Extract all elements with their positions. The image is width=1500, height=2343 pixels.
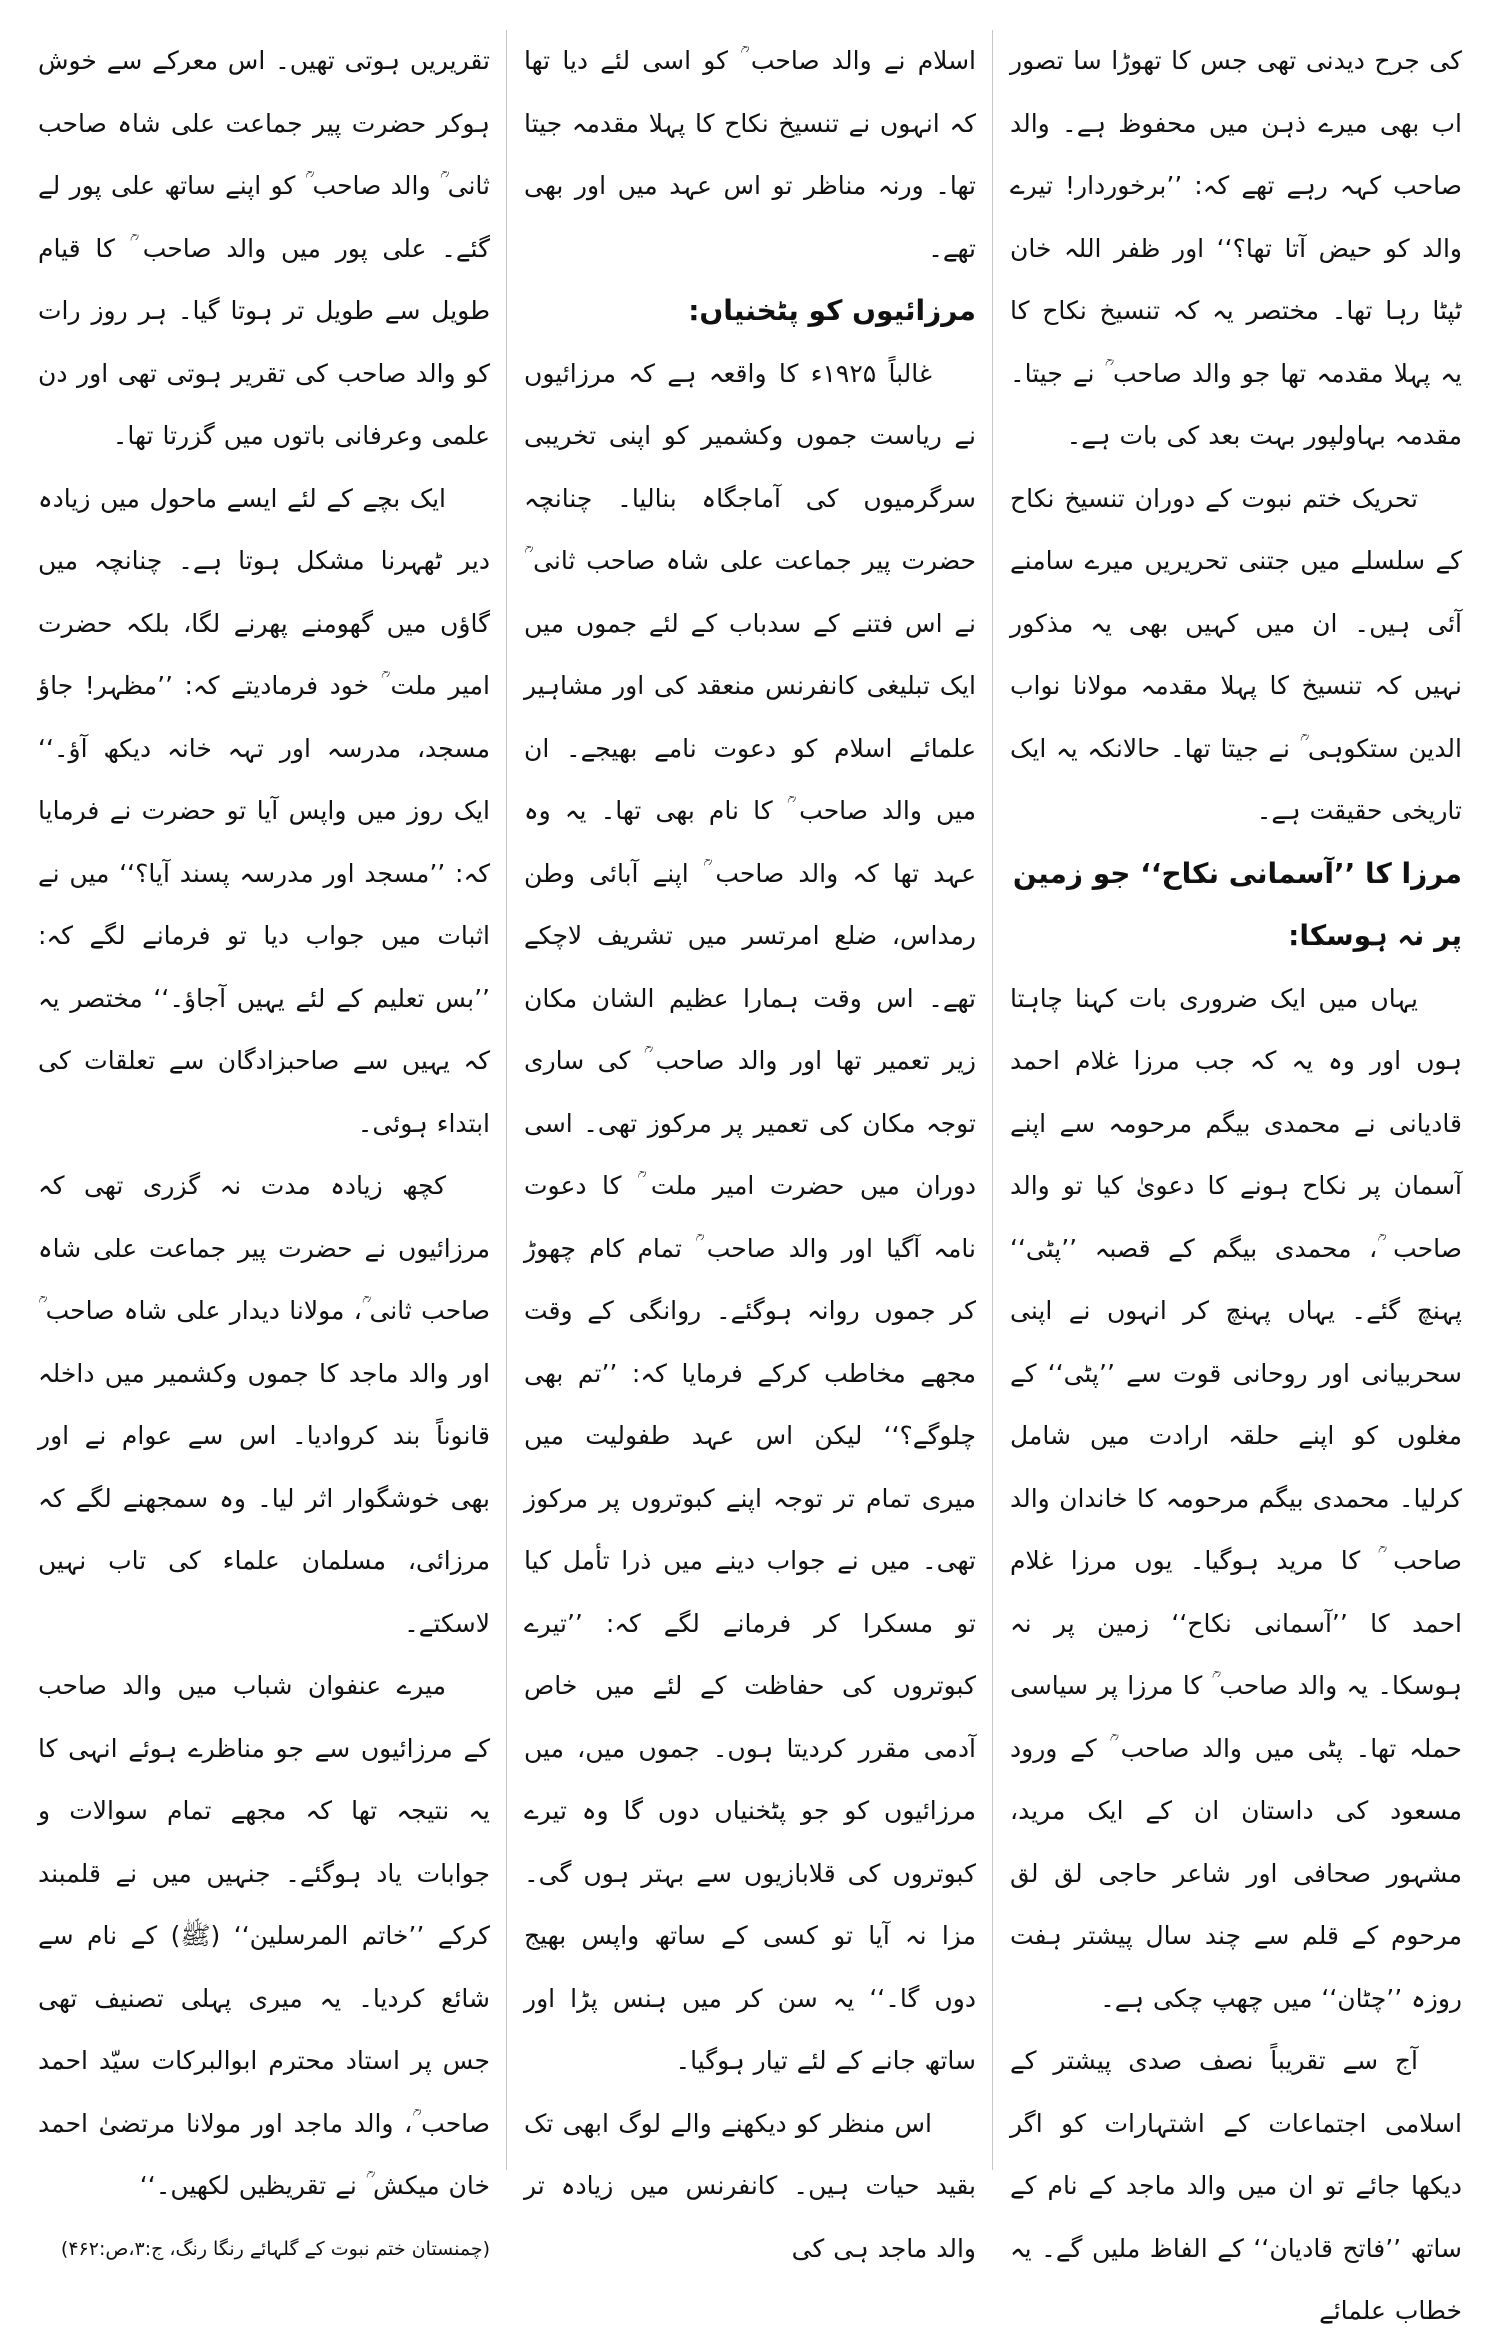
paragraph: کی جرح دیدنی تھی جس کا تھوڑا سا تصور اب بھی میرے ذہن میں محفوظ ہے۔ والد صاحب کہہ رہے تھے کہ: ’’برخوردار! تیرے والد کو حیض آتا تھا؟‘‘ اور ظفر اللہ خان ٹپٹا رہا تھا۔ مختصر یہ کہ تنسیخ نکاح کا یہ پہلا مقدمہ تھا جو والد صاحب ؒ نے جیتا۔ مقدمہ بہاولپور بہت بعد کی بات ہے۔: [1010, 46, 1462, 450]
column-middle: [524, 30, 976, 2263]
column-right: [1010, 30, 1462, 2325]
paragraph: اسلام نے والد صاحب ؒ کو اسی لئے دیا تھا کہ انہوں نے تنسیخ نکاح کا پہلا مقدمہ جیتا تھا۔ ورنہ مناظر تو اس عہد میں اور بھی تھے۔: [524, 46, 976, 263]
column-left: [38, 30, 490, 2260]
paragraph: آج سے تقریباً نصف صدی پیشتر کے اسلامی اجتماعات کے اشتہارات کو اگر دیکھا جائے تو ان میں والد ماجد کے نام کے ساتھ ’’فاتح قادیان‘‘ کے الفاظ ملیں گے۔ یہ خطاب علمائے: [1010, 2046, 1462, 2325]
section-heading: مرزائیوں کو پٹخنیاں:: [688, 294, 976, 327]
source-citation: (چمنستان ختم نبوت کے گلہائے رنگا رنگ، ج:۳،ص:۴۶۲): [60, 2237, 490, 2260]
column-divider: [976, 30, 1010, 2170]
paragraph: اس منظر کو دیکھنے والے لوگ ابھی تک بقید حیات ہیں۔ کانفرنس میں زیادہ تر والد ماجد ہی کی: [524, 2108, 976, 2263]
paragraph: میرے عنفوان شباب میں والد صاحب کے مرزائیوں سے جو مناظرے ہوئے انہی کا یہ نتیجہ تھا کہ مجھے تمام سوالات و جوابات یاد ہوگئے۔ جنہیں میں نے قلمبند کرکے ’’خاتم المرسلین‘‘ (ﷺ) کے نام سے شائع کردیا۔ یہ میری پہلی تصنیف تھی جس پر استاد محترم ابوالبرکات سیّد احمد صاحب ؒ، والد ماجد اور مولانا مرتضیٰ احمد خان میکش ؒ نے تقریظیں لکھیں۔‘‘: [38, 1671, 490, 2200]
column-divider: [490, 30, 524, 2170]
section-heading: مرزا کا ’’آسمانی نکاح‘‘ جو زمین پر نہ ہوسکا:: [1012, 856, 1462, 952]
paragraph: تقریریں ہوتی تھیں۔ اس معرکے سے خوش ہوکر حضرت پیر جماعت علی شاہ صاحب ثانی ؒ والد صاحب ؒ کو اپنے ساتھ علی پور لے گئے۔ علی پور میں والد صاحب ؒ کا قیام طویل سے طویل تر ہوتا گیا۔ ہر روز رات کو والد صاحب کی تقریر ہوتی تھی اور دن علمی وعرفانی باتوں میں گزرتا تھا۔: [38, 46, 490, 450]
paragraph: کچھ زیادہ مدت نہ گزری تھی کہ مرزائیوں نے حضرت پیر جماعت علی شاہ صاحب ثانی ؒ، مولانا دیدار علی شاہ صاحب ؒ اور والد ماجد کا جموں وکشمیر میں داخلہ قانوناً بند کروادیا۔ اس سے عوام نے اور بھی خوشگوار اثر لیا۔ وہ سمجھنے لگے کہ مرزائی، مسلمان علماء کی تاب نہیں لاسکتے۔: [38, 1171, 490, 1638]
paragraph: ایک بچے کے لئے ایسے ماحول میں زیادہ دیر ٹھہرنا مشکل ہوتا ہے۔ چنانچہ میں گاؤں میں گھومنے پھرنے لگا، بلکہ حضرت امیر ملت ؒ خود فرمادیتے کہ: ’’مظہر! جاؤ مسجد، مدرسہ اور تہہ خانہ دیکھ آؤ۔‘‘ ایک روز میں واپس آیا تو حضرت نے فرمایا کہ: ’’مسجد اور مدرسہ پسند آیا؟‘‘ میں نے اثبات میں جواب دیا تو فرمانے لگے کہ: ’’بس تعلیم کے لئے یہیں آجاؤ۔‘‘ مختصر یہ کہ یہیں سے صاحبزادگان سے تعلقات کی ابتداء ہوئی۔: [38, 483, 490, 1138]
paragraph: تحریک ختم نبوت کے دوران تنسیخ نکاح کے سلسلے میں جتنی تحریریں میرے سامنے آئی ہیں۔ ان میں کہیں بھی یہ مذکور نہیں کہ تنسیخ کا پہلا مقدمہ مولانا نواب الدین ستکوہی ؒ نے جیتا تھا۔ حالانکہ یہ ایک تاریخی حقیقت ہے۔: [1010, 483, 1462, 825]
paragraph: غالباً ۱۹۲۵ء کا واقعہ ہے کہ مرزائیوں نے ریاست جموں وکشمیر کو اپنی تخریبی سرگرمیوں کی آماجگاہ بنالیا۔ چنانچہ حضرت پیر جماعت علی شاہ صاحب ثانی ؒ نے اس فتنے کے سدباب کے لئے جموں میں ایک تبلیغی کانفرنس منعقد کی اور مشاہیر علمائے اسلام کو دعوت نامے بھیجے۔ ان میں والد صاحب ؒ کا نام بھی تھا۔ یہ وہ عہد تھا کہ والد صاحب ؒ اپنے آبائی وطن رمداس، ضلع امرتسر میں تشریف لاچکے تھے۔ اس وقت ہمارا عظیم الشان مکان زیر تعمیر تھا اور والد صاحب ؒ کی ساری توجہ مکان کی تعمیر پر مرکوز تھی۔ اسی دوران میں حضرت امیر ملت ؒ کا دعوت نامہ آگیا اور والد صاحب ؒ تمام کام چھوڑ کر جموں روانہ ہوگئے۔ روانگی کے وقت مجھے مخاطب کرکے فرمایا کہ: ’’تم بھی چلوگے؟‘‘ لیکن اس عہد طفولیت میں میری تمام تر توجہ اپنے کبوتروں پر مرکوز تھی۔ میں نے جواب دینے میں ذرا تأمل کیا تو مسکرا کر فرمانے لگے کہ: ’’تیرے کبوتروں کی حفاظت کے لئے میں خاص آدمی مقرر کردیتا ہوں۔ جموں میں، میں مرزائیوں کو جو پٹخنیاں دوں گا وہ تیرے کبوتروں کی قلابازیوں سے بہتر ہوں گی۔ مزا نہ آیا تو کسی کے ساتھ واپس بھیج دوں گا۔‘‘ یہ سن کر میں ہنس پڑا اور ساتھ جانے کے لئے تیار ہوگیا۔: [524, 358, 976, 2075]
paragraph: یہاں میں ایک ضروری بات کہنا چاہتا ہوں اور وہ یہ کہ جب مرزا غلام احمد قادیانی نے محمدی بیگم مرحومہ سے اپنے آسمان پر نکاح ہونے کا دعویٰ کیا تو والد صاحب ؒ، محمدی بیگم کے قصبہ ’’پٹی‘‘ پہنچ گئے۔ یہاں پہنچ کر انہوں نے اپنی سحربیانی اور روحانی قوت سے ’’پٹی‘‘ کے مغلوں کو اپنے حلقہ ارادت میں شامل کرلیا۔ محمدی بیگم مرحومہ کا خاندان والد صاحب ؒ کا مرید ہوگیا۔ یوں مرزا غلام احمد کا ’’آسمانی نکاح‘‘ زمین پر نہ ہوسکا۔ یہ والد صاحب ؒ کا مرزا پر سیاسی حملہ تھا۔ پٹی میں والد صاحب ؒ کے ورود مسعود کی داستان ان کے ایک مرید، مشہور صحافی اور شاعر حاجی لق لق مرحوم کے قلم سے چند سال پیشتر ہفت روزہ ’’چٹان‘‘ میں چھپ چکی ہے۔: [1010, 983, 1462, 2013]
page-body: [38, 30, 1462, 2325]
